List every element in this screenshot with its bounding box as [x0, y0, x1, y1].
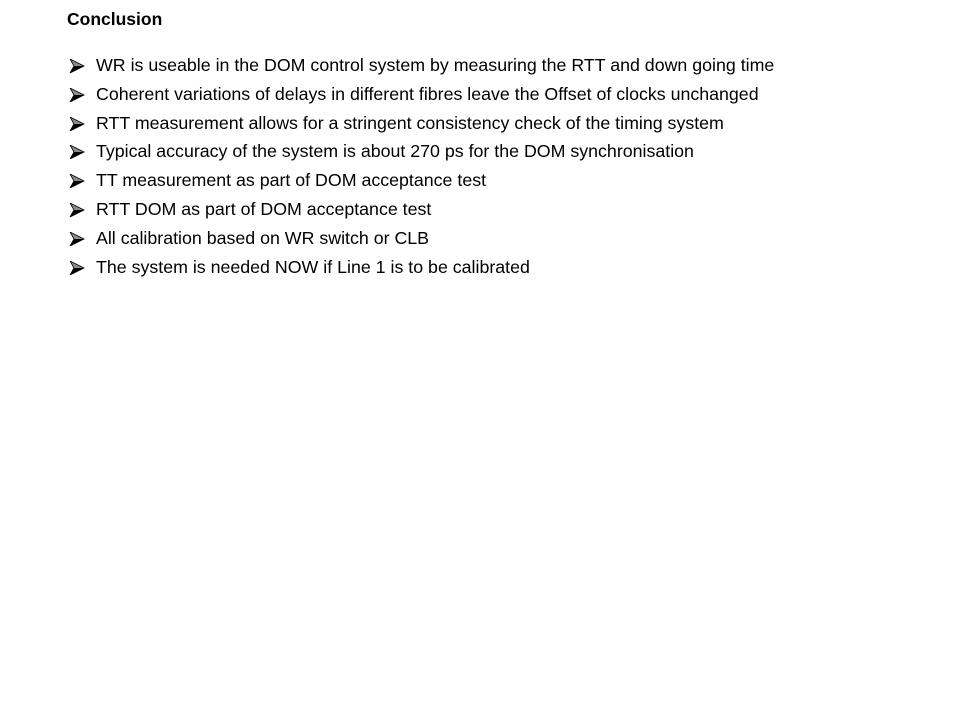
arrowhead-bullet-icon [69, 145, 85, 159]
bullet-item [67, 255, 927, 281]
bullet-text: RTT measurement allows for a stringent consistency check of the timing system [96, 112, 724, 133]
bullet-item [67, 111, 927, 137]
bullet-item [67, 82, 927, 108]
bullet-text: RTT DOM as part of DOM acceptance test [96, 198, 432, 219]
arrowhead-bullet-icon [69, 59, 85, 73]
bullet-text: WR is useable in the DOM control system by measuring the RTT and down going time [96, 55, 775, 75]
bullet-item [67, 139, 927, 165]
slide-content [67, 8, 927, 283]
bullet-text: TT measurement as part of DOM acceptance test [96, 170, 487, 191]
bullet-item [67, 168, 927, 194]
arrowhead-bullet-icon [69, 203, 85, 217]
arrowhead-bullet-icon [69, 88, 85, 102]
bullet-item [67, 53, 927, 79]
slide-title: Conclusion [67, 9, 163, 29]
bullet-item [67, 197, 927, 223]
arrowhead-bullet-icon [69, 261, 85, 275]
bullet-text: The system is needed NOW if Line 1 is to be calibrated [96, 256, 530, 277]
bullet-item [67, 226, 927, 252]
bullet-text: Typical accuracy of the system is about 270 ps for the DOM synchronisation [96, 141, 694, 162]
arrowhead-bullet-icon [69, 117, 85, 131]
bullet-list [67, 53, 927, 280]
bullet-text: Coherent variations of delays in different fibres leave the Offset of clocks unchanged [96, 83, 759, 104]
arrowhead-bullet-icon [69, 232, 85, 246]
bullet-text: All calibration based on WR switch or CLB [96, 227, 430, 248]
arrowhead-bullet-icon [69, 174, 85, 188]
